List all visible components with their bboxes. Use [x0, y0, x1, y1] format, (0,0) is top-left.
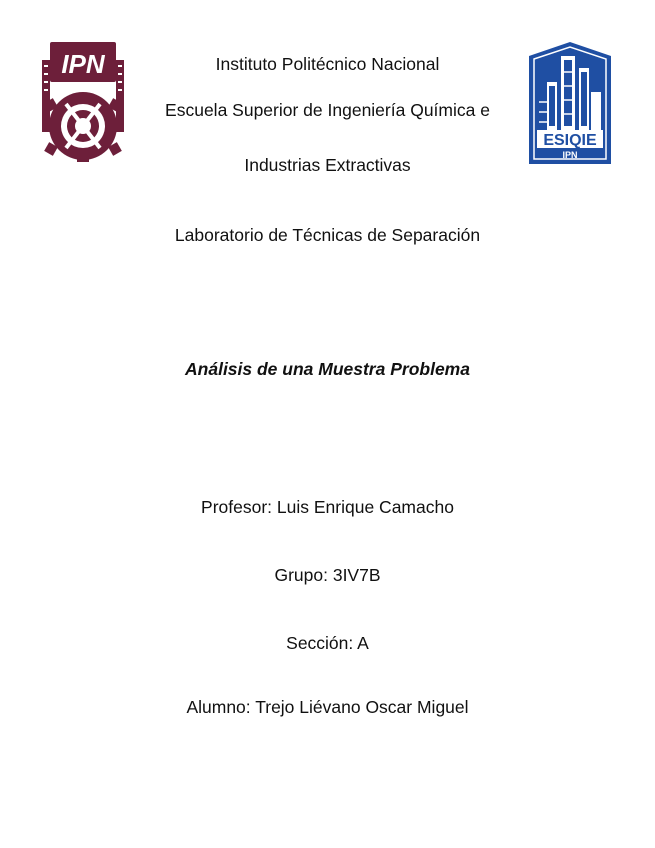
school-name-line2: Industrias Extractivas	[244, 155, 411, 175]
professor-line: Profesor: Luis Enrique Camacho	[201, 497, 454, 517]
institution-name: Instituto Politécnico Nacional	[215, 54, 440, 74]
course-name: Laboratorio de Técnicas de Separación	[174, 225, 481, 245]
report-title: Análisis de una Muestra Problema	[185, 359, 470, 379]
section-line: Sección: A	[286, 633, 369, 653]
svg-text:IPN: IPN	[562, 150, 578, 160]
group-line: Grupo: 3IV7B	[274, 565, 381, 585]
svg-text:ESIQIE: ESIQIE	[543, 132, 597, 149]
svg-text:IPN: IPN	[61, 49, 105, 79]
school-name-line1: Escuela Superior de Ingeniería Química e	[165, 100, 490, 120]
student-line: Alumno: Trejo Liévano Oscar Miguel	[186, 697, 469, 717]
